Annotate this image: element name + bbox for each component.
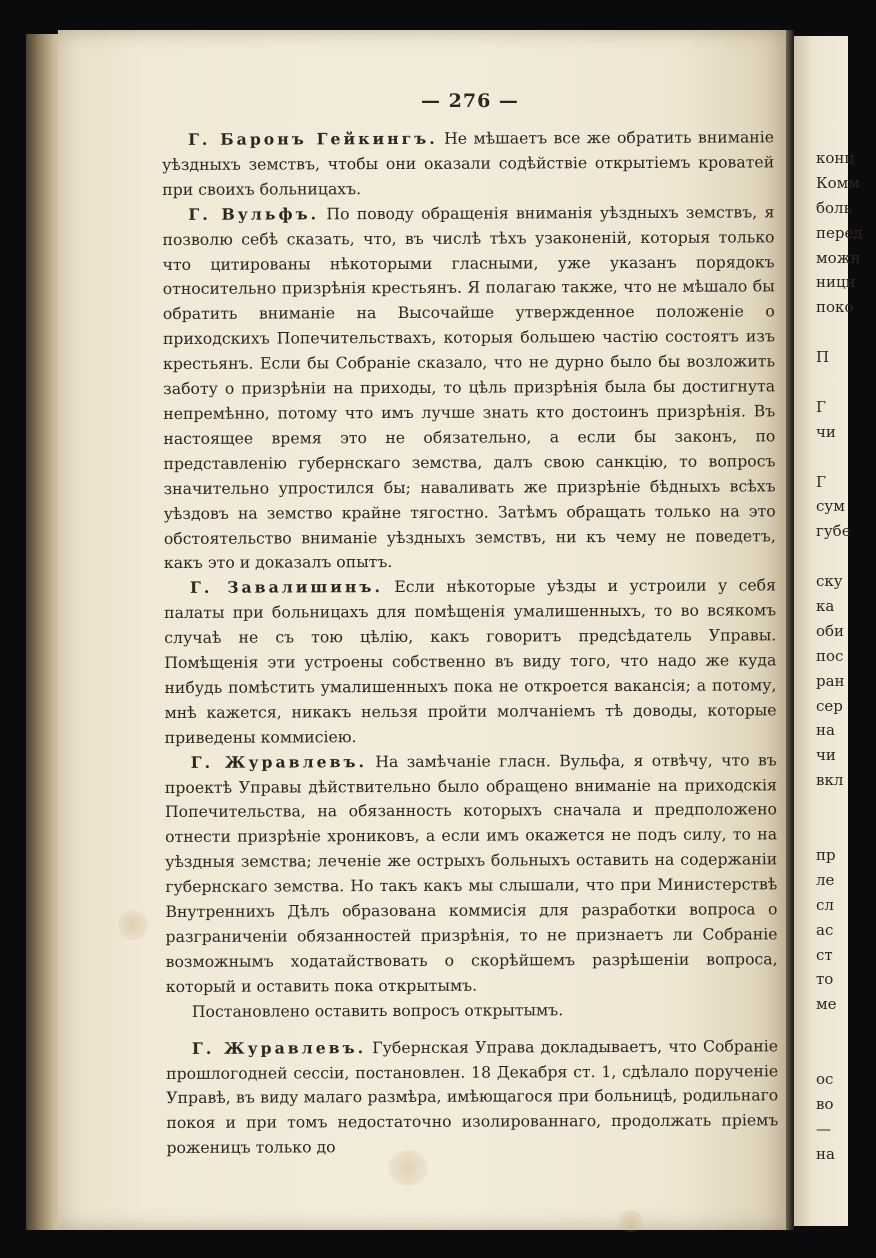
right-page-line (816, 370, 876, 395)
right-page-line (816, 818, 876, 843)
right-page-line (816, 544, 876, 569)
paper-stain (618, 1210, 644, 1232)
right-page-line: на (816, 721, 835, 740)
right-page-line: оби (816, 621, 845, 640)
right-page-line: сер (816, 696, 843, 715)
right-page-line: Г (816, 397, 826, 416)
right-page-line: пос (816, 646, 844, 665)
paragraph-heyking (162, 125, 774, 202)
right-page-line: пр (816, 845, 836, 864)
right-page-line: боль (816, 198, 852, 217)
right-page-line: вкл (816, 771, 844, 790)
book-gutter (786, 30, 794, 1230)
right-page-line: во (816, 1094, 834, 1113)
paragraph-text: Если нѣкоторые уѣзды и устроили у себя палаты при больницахъ для помѣщенія умалишенныхъ, то во всякомъ случаѣ не съ тою цѣлію, какъ говоритъ предсѣдатель Управы. Помѣщенія эти устроены собственно въ виду того, что надо же куда нибудь помѣстить умалишенныхъ пока не откроется вакансія; а потому, мнѣ кажется, никакъ нельзя пройти молчаніемъ тѣ доводы, которые приведены коммисіею. (164, 575, 777, 747)
right-page-text (816, 146, 876, 1167)
paragraph-zhuravlev (165, 748, 778, 1000)
page-number: — 276 — (421, 90, 519, 112)
right-page-line (816, 445, 876, 470)
right-page-line: можн (816, 248, 861, 267)
right-page-fragment (794, 36, 863, 1226)
paragraph-text: На замѣчаніе гласн. Вульфа, я отвѣчу, что въ проектѣ Управы дѣйствительно было обращено вниманіе на приходскія Попечительства, на обязанность которыхъ сначала и предположено отнести призрѣніе хрониковъ, а если имъ окажется не подъ силу, то на уѣздныя земства; леченіе же острыхъ больныхъ оставить на содержаніи губернскаго земства. Но такъ какъ мы слышали, что при Министерствѣ Внутреннихъ Дѣлъ образована коммисія для разработки вопроса о разграниченіи обязанностей призрѣнія, то не признаетъ ли Собраніе возможнымъ ходатайствовать о скорѣйшемъ разрѣшеніи вопроса, который и оставить пока открытымъ. (164, 749, 778, 996)
right-page-line (816, 1042, 876, 1067)
paragraph-text: По поводу обращенія вниманія уѣздныхъ земствъ, я позволю себѣ сказать, что, въ числѣ тѣхъ узаконеній, которыя только что цитированы нѣкоторыми гласными, уже указанъ порядокъ относительно призрѣнія крестьянъ. Я полагаю также, что не мѣшало бы обратить вниманіе на Высочайше утвержденное положеніе о приходскихъ Попечительствахъ, которыя большею частію состоятъ изъ крестьянъ. Если бы Собраніе сказало, что не дурно было бы возложить заботу о призрѣніи на приходы, то цѣль призрѣнія была бы достигнута непремѣнно, потому что имъ лучше знать кто достоинъ призрѣнія. Въ настоящее время это не обязательно, а если бы законъ, по представленію губернскаго земства, далъ свою санкцію, то вопросъ значительно упростился бы; наваливать же призрѣніе бѣдныхъ всѣхъ уѣздовъ на земство крайне тягостно. Затѣмъ обращать только на это обстоятельство вниманіе уѣздныхъ земствъ, ни къ чему не поведетъ, какъ это и доказалъ опытъ. (162, 202, 776, 573)
speaker-name: Г. Вульфъ. (188, 204, 320, 224)
right-page-line: чи (816, 422, 836, 441)
page-text (162, 125, 779, 1161)
right-page-line: ран (816, 671, 845, 690)
right-page-line: губе (816, 522, 851, 541)
right-page-line: сл (816, 895, 834, 914)
right-page-line: ле (816, 870, 835, 889)
right-page-line: на (816, 1144, 835, 1163)
paragraph-text: Губернская Управа докладываетъ, что Собраніе прошлогодней сессіи, постановлен. 18 Декабря ст. 1, сдѣлало порученіе Управѣ, въ виду малаго размѣра, имѣющагося при больницѣ, родильнаго покоя и при томъ недостаточно изолированнаго, продолжать пріемъ роженицъ только до (166, 1035, 779, 1158)
paper-stain (118, 910, 148, 940)
right-page-line: ос (816, 1069, 834, 1088)
right-page-line: ску (816, 572, 843, 591)
paragraph-zhuravlev-report (166, 1034, 779, 1161)
right-page-line (816, 1017, 876, 1042)
right-page-line: Г (816, 472, 826, 491)
speaker-name: Г. Завалишинъ. (189, 577, 383, 598)
paragraph-wulf (162, 200, 776, 576)
right-page-line (816, 320, 876, 345)
right-page-line: то (816, 970, 834, 989)
right-page-line: ас (816, 920, 834, 939)
speaker-name: Г. Журавлевъ. (191, 1037, 367, 1058)
paragraph-text: Не мѣшаетъ все же обратить вниманіе уѣздныхъ земствъ, чтобы они оказали содѣйствіе открытіемъ кроватей при своихъ больницахъ. (162, 127, 775, 199)
right-page-line: чи (816, 746, 836, 765)
paragraph-zavalishin (164, 574, 777, 751)
right-page-line: поко (816, 298, 854, 317)
right-page-line: конц (816, 149, 855, 167)
right-page-line: Комм (816, 173, 860, 192)
right-page-line: ст (816, 945, 833, 964)
right-page-line: ме (816, 995, 837, 1014)
right-page-line (816, 793, 876, 818)
right-page-line: перед (816, 223, 863, 242)
right-page-line: сум (816, 497, 845, 516)
right-page-line: ка (816, 597, 835, 616)
speaker-name: Г. Баронъ Гейкингъ. (188, 128, 438, 149)
right-page-line: П (816, 348, 830, 367)
resolution-text: Постановлено оставить вопросъ открытымъ. (191, 999, 564, 1021)
right-page-line: — (816, 1119, 831, 1138)
speaker-name: Г. Журавлевъ. (190, 751, 368, 772)
right-page-line: ници (816, 273, 856, 292)
